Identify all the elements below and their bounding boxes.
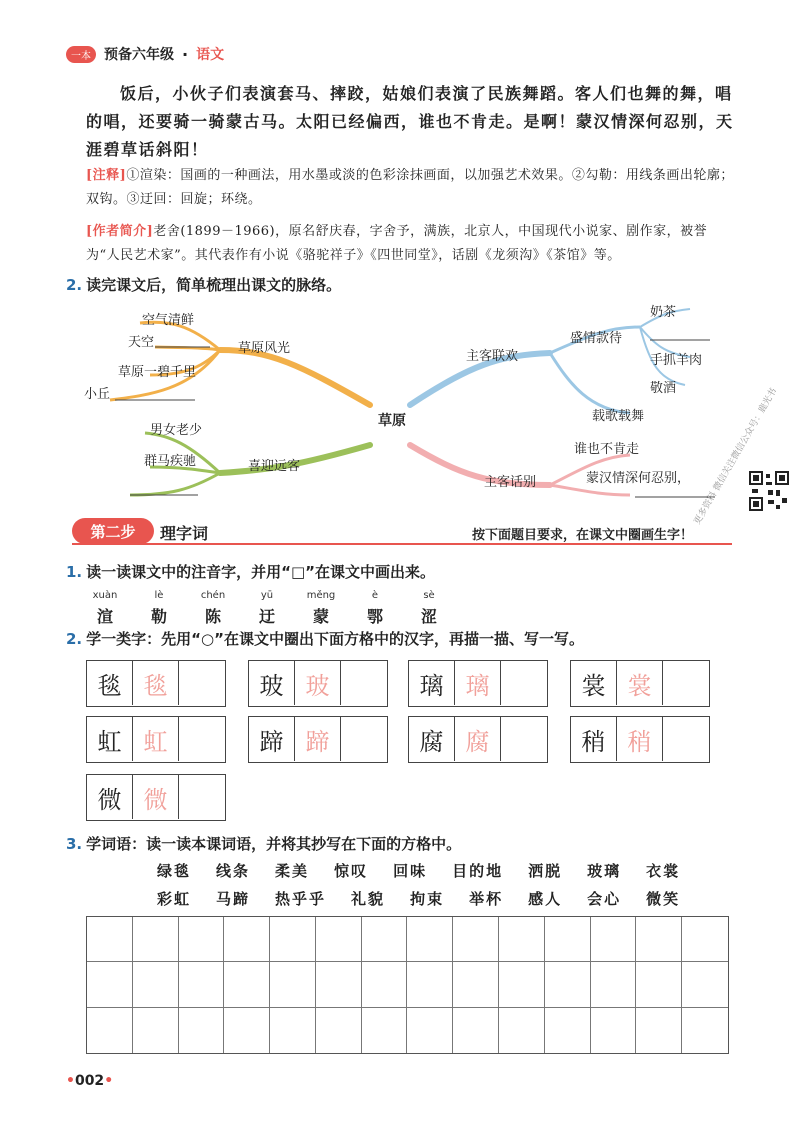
char-blank[interactable] xyxy=(341,661,387,705)
grid-cell[interactable] xyxy=(87,1008,133,1053)
word: 衣裳 xyxy=(646,862,681,880)
map-center: 草原 xyxy=(378,413,406,429)
pinyin: è xyxy=(371,590,379,601)
grid-cell[interactable] xyxy=(545,1008,591,1053)
char-blank[interactable] xyxy=(663,661,709,705)
notes-block xyxy=(86,164,736,212)
pinyin-item xyxy=(358,590,392,627)
word: 举杯 xyxy=(469,890,504,908)
char-trace[interactable]: 裳 xyxy=(617,661,663,705)
grid-cell[interactable] xyxy=(316,962,362,1007)
question-text: 读完课文后，简单梳理出课文的脉络。 xyxy=(86,276,342,294)
pinyin-item xyxy=(142,590,176,627)
char-practice xyxy=(570,660,710,707)
grid-cell[interactable] xyxy=(591,962,637,1007)
char-trace[interactable]: 璃 xyxy=(455,661,501,705)
hanzi: 勒 xyxy=(150,607,167,626)
map-item: 奶茶 xyxy=(650,305,677,320)
map-branch: 草原风光 xyxy=(238,341,291,356)
hanzi: 渲 xyxy=(96,607,113,626)
notes-text: ①渲染：国画的一种画法，用水墨或淡的色彩涂抹画面，以加强艺术效果。②勾勒：用线条画出轮廓；双钩。③迂回：回旋；环绕。 xyxy=(86,168,734,207)
char-trace[interactable]: 玻 xyxy=(295,661,341,705)
grid-cell[interactable] xyxy=(453,962,499,1007)
grid-cell[interactable] xyxy=(224,962,270,1007)
grid-cell[interactable] xyxy=(362,917,408,962)
char-model: 微 xyxy=(87,775,133,819)
map-item: 天空 xyxy=(128,335,155,350)
grade-label: 预备六年级 xyxy=(104,47,174,63)
grid-cell[interactable] xyxy=(362,1008,408,1053)
word: 马蹄 xyxy=(216,890,251,908)
hanzi: 涩 xyxy=(420,607,437,626)
pinyin: měng xyxy=(306,590,336,601)
word: 线条 xyxy=(216,862,251,880)
grid-cell[interactable] xyxy=(636,1008,682,1053)
grid-cell[interactable] xyxy=(545,962,591,1007)
char-model: 腐 xyxy=(409,717,455,761)
char-blank[interactable] xyxy=(179,775,225,819)
char-practice xyxy=(408,716,548,763)
map-item: 敬酒 xyxy=(650,381,677,396)
char-blank[interactable] xyxy=(341,717,387,761)
subject-label: 语文 xyxy=(196,47,225,63)
word: 回味 xyxy=(393,862,428,880)
grid-cell[interactable] xyxy=(179,917,225,962)
step-title: 理字词 xyxy=(160,524,209,543)
word: 感人 xyxy=(528,890,563,908)
grid-cell[interactable] xyxy=(179,962,225,1007)
grid-cell[interactable] xyxy=(591,917,637,962)
pinyin: yū xyxy=(260,590,274,601)
grid-cell[interactable] xyxy=(362,962,408,1007)
char-trace[interactable]: 稍 xyxy=(617,717,663,761)
char-trace[interactable]: 蹄 xyxy=(295,717,341,761)
char-model: 稍 xyxy=(571,717,617,761)
char-practice xyxy=(86,660,226,707)
grid-cell[interactable] xyxy=(636,962,682,1007)
section-1-title xyxy=(66,561,435,582)
word: 绿毯 xyxy=(157,862,192,880)
char-model: 虹 xyxy=(87,717,133,761)
char-model: 玻 xyxy=(249,661,295,705)
grid-cell[interactable] xyxy=(591,1008,637,1053)
word: 洒脱 xyxy=(528,862,563,880)
map-item: 手抓羊肉 xyxy=(650,353,703,368)
grid-cell[interactable] xyxy=(316,917,362,962)
pinyin-item xyxy=(250,590,284,627)
grid-cell[interactable] xyxy=(682,962,728,1007)
map-branch: 主客话别 xyxy=(484,475,537,490)
word: 微笑 xyxy=(646,890,681,908)
pinyin-row xyxy=(88,590,446,627)
map-item: 群马疾驰 xyxy=(144,454,197,469)
page-number: •002• xyxy=(66,1073,114,1089)
section-2-title xyxy=(66,628,584,649)
question-text: 学一类字：先用“○”在课文中圈出下面方格中的汉字，再描一描、写一写。 xyxy=(86,630,584,648)
passage-paragraph: 饭后，小伙子们表演套马、摔跤，姑娘们表演了民族舞蹈。客人们也舞的舞，唱的唱，还要骑一骑蒙古马。太阳已经偏西，谁也不肯走。是啊！蒙汉情深何忍别，天涯碧草话斜阳！ xyxy=(86,84,734,159)
word: 礼貌 xyxy=(351,890,386,908)
grid-cell[interactable] xyxy=(499,1008,545,1053)
pinyin-item xyxy=(304,590,338,627)
question-number: 2. xyxy=(66,276,83,294)
grid-cell[interactable] xyxy=(270,1008,316,1053)
grid-cell[interactable] xyxy=(133,1008,179,1053)
pinyin-item xyxy=(88,590,122,627)
page-header xyxy=(66,44,224,64)
map-branch: 主客联欢 xyxy=(466,349,519,364)
watermark-text: 更多资料 微信关注微信公众号：鹿光书 xyxy=(692,386,780,527)
word: 惊叹 xyxy=(334,862,369,880)
grid-cell[interactable] xyxy=(407,962,453,1007)
char-trace[interactable]: 腐 xyxy=(455,717,501,761)
question-number: 3. xyxy=(66,835,83,853)
char-blank[interactable] xyxy=(179,661,225,705)
char-model: 蹄 xyxy=(249,717,295,761)
grid-cell[interactable] xyxy=(224,1008,270,1053)
grid-cell[interactable] xyxy=(499,962,545,1007)
char-blank[interactable] xyxy=(501,661,547,705)
char-practice xyxy=(248,716,388,763)
page-number-text: 002 xyxy=(74,1073,105,1089)
grid-cell[interactable] xyxy=(87,962,133,1007)
author-tag: [作者简介] xyxy=(86,224,154,239)
grid-cell[interactable] xyxy=(270,917,316,962)
watermark xyxy=(690,386,790,620)
map-item: 空气清鲜 xyxy=(142,313,195,328)
char-practice xyxy=(248,660,388,707)
pinyin: lè xyxy=(154,590,164,601)
char-trace[interactable]: 毯 xyxy=(133,661,179,705)
char-model: 璃 xyxy=(409,661,455,705)
grid-cell[interactable] xyxy=(545,917,591,962)
word-row xyxy=(157,860,680,881)
question-number: 2. xyxy=(66,630,83,648)
question-text: 学词语：读一读本课词语，并将其抄写在下面的方格中。 xyxy=(86,835,462,853)
notes-tag: [注释] xyxy=(86,168,127,183)
grid-cell[interactable] xyxy=(682,917,728,962)
char-blank[interactable] xyxy=(663,717,709,761)
word: 会心 xyxy=(587,890,622,908)
hanzi: 迂 xyxy=(258,607,275,626)
brand-logo: 一本 xyxy=(66,46,96,63)
writing-grid[interactable] xyxy=(86,916,729,1054)
map-item: 蒙汉情深何忍别， xyxy=(586,471,691,486)
map-item: 小丘 xyxy=(84,387,111,402)
map-item: 盛情款待 xyxy=(570,331,623,346)
step-badge: 第二步 xyxy=(72,518,154,544)
map-branch: 喜迎远客 xyxy=(248,459,301,474)
hanzi: 陈 xyxy=(204,607,221,626)
grid-cell[interactable] xyxy=(453,1008,499,1053)
pinyin-item xyxy=(196,590,230,627)
hanzi: 鄂 xyxy=(366,607,383,626)
grid-cell[interactable] xyxy=(270,962,316,1007)
word: 玻璃 xyxy=(587,862,622,880)
question-2-title xyxy=(66,274,341,295)
pinyin-item xyxy=(412,590,446,627)
char-practice xyxy=(86,716,226,763)
char-model: 裳 xyxy=(571,661,617,705)
char-model: 毯 xyxy=(87,661,133,705)
hanzi: 蒙 xyxy=(312,607,329,626)
pinyin: chén xyxy=(200,590,226,601)
word-row xyxy=(157,888,680,909)
char-practice xyxy=(86,774,226,821)
grid-cell[interactable] xyxy=(133,962,179,1007)
pinyin: xuàn xyxy=(92,590,118,601)
step-divider xyxy=(72,543,732,545)
map-item: 载歌载舞 xyxy=(592,409,645,424)
step-hint: 按下面题目要求，在课文中圈画生字！ xyxy=(472,528,694,543)
word: 热乎乎 xyxy=(275,890,327,908)
grid-cell[interactable] xyxy=(179,1008,225,1053)
char-practice xyxy=(408,660,548,707)
map-item: 谁也不肯走 xyxy=(574,442,640,457)
grid-cell[interactable] xyxy=(407,917,453,962)
pinyin: sè xyxy=(423,590,435,601)
question-number: 1. xyxy=(66,563,83,581)
author-text: 老舍(1899－1966)，原名舒庆春，字舍予，满族，北京人，中国现代小说家、剧作家，被誉为“人民艺术家”。其代表作有小说《骆驼祥子》《四世同堂》，话剧《龙须沟》《茶馆》等。 xyxy=(86,224,708,263)
word: 拘束 xyxy=(410,890,445,908)
map-item: 草原一碧千里 xyxy=(118,365,197,380)
grid-cell[interactable] xyxy=(316,1008,362,1053)
grid-cell[interactable] xyxy=(133,917,179,962)
question-text: 读一读课文中的注音字，并用“□”在课文中画出来。 xyxy=(86,563,436,581)
char-practice xyxy=(570,716,710,763)
char-blank[interactable] xyxy=(179,717,225,761)
section-3-title xyxy=(66,833,461,854)
grid-cell[interactable] xyxy=(224,917,270,962)
char-trace[interactable]: 虹 xyxy=(133,717,179,761)
author-block xyxy=(86,220,736,268)
word: 柔美 xyxy=(275,862,310,880)
passage-text xyxy=(86,80,736,164)
grid-cell[interactable] xyxy=(682,1008,728,1053)
grid-cell[interactable] xyxy=(453,917,499,962)
map-item: 男女老少 xyxy=(150,423,203,438)
char-trace[interactable]: 微 xyxy=(133,775,179,819)
word: 目的地 xyxy=(452,862,504,880)
mind-map xyxy=(70,295,730,520)
grid-cell[interactable] xyxy=(636,917,682,962)
grid-cell[interactable] xyxy=(407,1008,453,1053)
grid-cell[interactable] xyxy=(87,917,133,962)
grid-cell[interactable] xyxy=(499,917,545,962)
header-separator: · xyxy=(182,44,189,64)
char-blank[interactable] xyxy=(501,717,547,761)
word: 彩虹 xyxy=(157,890,192,908)
